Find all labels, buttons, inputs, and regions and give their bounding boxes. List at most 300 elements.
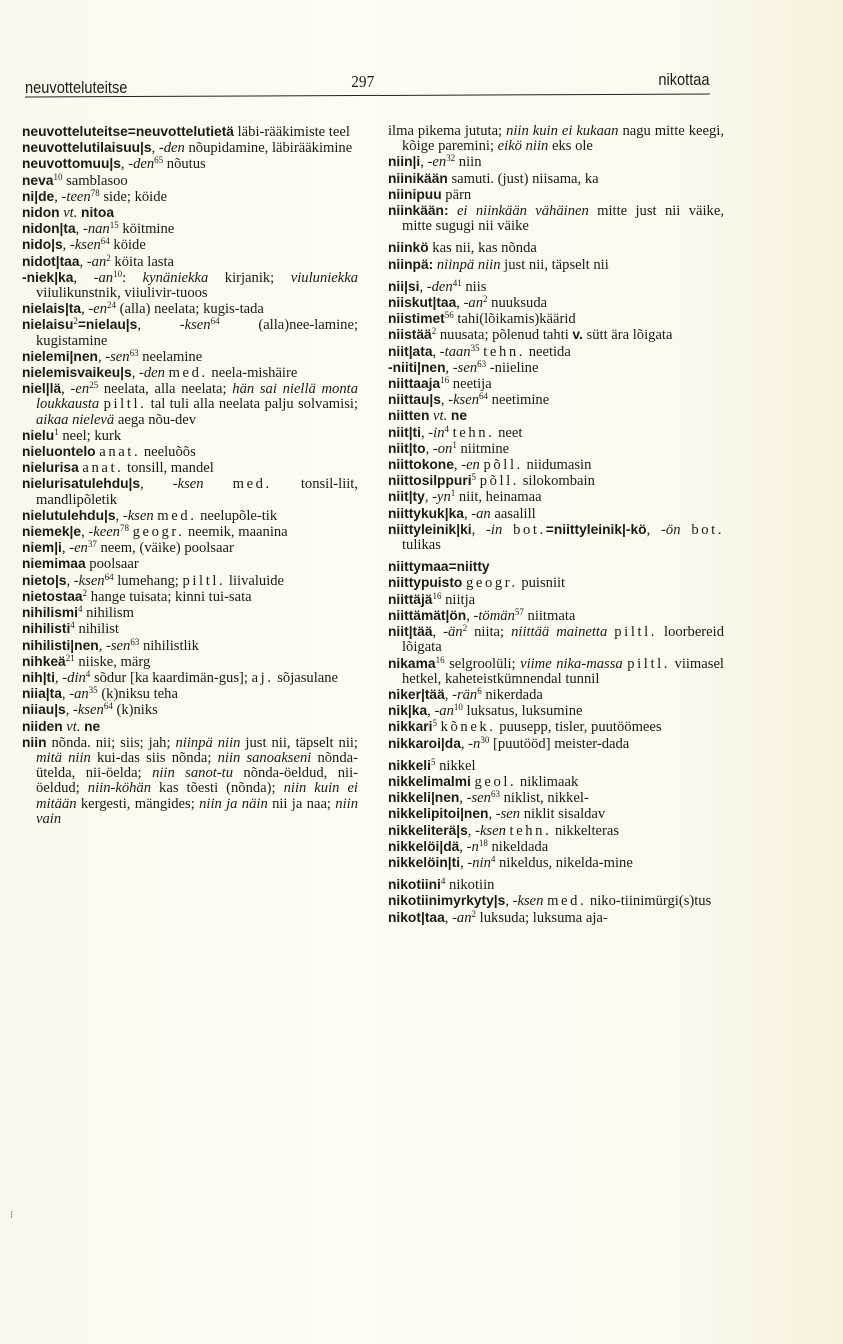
dictionary-entry xyxy=(388,203,724,234)
headword: niittypuisto xyxy=(388,575,463,591)
italic-text: viuluniekka xyxy=(290,269,359,286)
gloss-text: , xyxy=(466,607,474,624)
dictionary-entry xyxy=(388,360,724,376)
gloss-text: silokombain xyxy=(519,473,595,490)
headword: ne xyxy=(450,408,467,424)
inflection-class: 2 xyxy=(471,908,477,919)
gloss-text: neetida xyxy=(525,343,571,360)
dictionary-entry xyxy=(388,489,724,505)
dictionary-entry xyxy=(22,476,358,507)
inflection-class: 4 xyxy=(85,668,91,679)
headword: niittau|s xyxy=(388,392,441,408)
gloss-text: aasalill xyxy=(490,505,536,522)
inflection-class: 10 xyxy=(453,702,463,713)
dictionary-entry xyxy=(22,205,358,221)
headword: nik|ka xyxy=(388,703,428,719)
headword: nikkelimalmi xyxy=(388,773,471,789)
italic-text: aikaa nielevä xyxy=(36,411,115,428)
inflection-class: 2 xyxy=(106,252,111,263)
inflection-class: 32 xyxy=(446,153,456,164)
gloss-text: , xyxy=(81,301,89,318)
usage-label: piltl. xyxy=(627,655,670,672)
gloss-text: , xyxy=(98,637,106,654)
italic-text: -ksen xyxy=(122,507,154,524)
italic-text: -sen xyxy=(495,806,521,823)
gloss-text: hange tuisata; kinni tui-sata xyxy=(87,588,252,605)
headword: nitoa xyxy=(81,205,115,221)
headword: niittäjä xyxy=(388,591,433,607)
dictionary-entry xyxy=(22,365,358,381)
headword: nikotiini xyxy=(388,877,441,893)
italic-text: vt. xyxy=(433,408,448,425)
usage-label: põll. xyxy=(479,473,520,490)
dictionary-entry xyxy=(22,670,358,686)
italic-text: -tömän xyxy=(473,607,515,624)
dictionary-entry xyxy=(388,425,724,441)
italic-text: hän sai niellä monta loukkausta xyxy=(36,381,359,413)
dictionary-entry xyxy=(388,592,724,608)
dictionary-entry xyxy=(388,171,724,187)
headword: niistää xyxy=(388,327,432,343)
gloss-text: sõdur [ka kaardimän-gus]; xyxy=(90,669,252,686)
italic-text: niin vain xyxy=(36,795,358,827)
italic-text: -en xyxy=(70,381,90,398)
inflection-class: 1 xyxy=(450,488,456,499)
gloss-text: , xyxy=(456,295,464,312)
italic-text: -n xyxy=(466,838,479,855)
gloss-text: , xyxy=(120,156,129,173)
italic-text: -an xyxy=(69,686,89,703)
inflection-class: 35 xyxy=(88,685,98,696)
italic-text: niin sanot-tu xyxy=(152,765,234,782)
gloss-text: nihilist xyxy=(74,621,119,638)
dictionary-entry xyxy=(388,279,724,295)
gloss-text: nuuksuda xyxy=(487,295,548,312)
inflection-class: 24 xyxy=(107,300,117,311)
inflection-class: 25 xyxy=(89,380,99,391)
gloss-text: loorbereid lõigata xyxy=(402,624,724,656)
usage-label: med. xyxy=(232,476,272,493)
inflection-class: 41 xyxy=(452,277,462,288)
inflection-class: 64 xyxy=(103,701,113,712)
headword: nielemi|nen xyxy=(22,348,98,364)
headword: nikkelöin|ti xyxy=(388,854,461,870)
dictionary-entry xyxy=(22,719,358,735)
gloss-text: , xyxy=(61,381,71,398)
italic-text: -ksen xyxy=(73,572,105,589)
dictionary-entry xyxy=(388,877,724,893)
headword: niemimaa xyxy=(22,556,86,572)
italic-text: -taan xyxy=(439,343,471,360)
gloss-text: pärn xyxy=(441,186,472,203)
usage-label: piltl. xyxy=(103,396,147,413)
gloss-text: neeluõõs xyxy=(140,444,196,461)
dictionary-entry xyxy=(22,189,358,205)
headword: nikkeli|nen xyxy=(388,790,460,806)
dictionary-entry xyxy=(22,638,358,654)
gloss-text: niin xyxy=(455,154,482,171)
headword: neva xyxy=(22,172,54,188)
inflection-class: 63 xyxy=(130,636,140,647)
dictionary-entry xyxy=(22,573,358,589)
gloss-text: : xyxy=(122,269,143,286)
gloss-text: tahi(lõikamis)käärid xyxy=(453,311,576,328)
headword: =nielau|s xyxy=(77,317,138,333)
headword: nidon|ta xyxy=(22,221,76,237)
headword: v. xyxy=(572,327,583,343)
right-guide-word: nikottaa xyxy=(658,70,710,89)
gloss-text: tonsil-liit, mandlipõletik xyxy=(36,476,359,508)
gloss-text: , xyxy=(425,440,433,457)
usage-label: tehn. xyxy=(483,343,526,360)
dictionary-entry xyxy=(388,893,724,909)
gloss-text: neelata, alla neelata; xyxy=(98,381,233,398)
headword: niinkään: xyxy=(388,203,449,219)
gloss-text: neetija xyxy=(449,376,492,393)
inflection-class: 4 xyxy=(490,853,496,864)
gloss-text: puisniit xyxy=(517,575,566,592)
dictionary-entry xyxy=(388,522,724,553)
gloss-text: nuusata; põlenud tahti xyxy=(436,327,573,344)
dictionary-entry xyxy=(388,687,724,703)
dictionary-entry xyxy=(388,187,724,203)
gloss-text: , xyxy=(463,505,472,522)
dictionary-entry xyxy=(388,736,724,752)
gloss-text: , xyxy=(505,893,513,910)
gloss-text: tonsill, mandel xyxy=(123,460,214,477)
headword: nielu xyxy=(22,427,55,443)
italic-text: ei niinkään vähäinen xyxy=(456,203,589,220)
inflection-class: 64 xyxy=(479,391,489,402)
headword: nii|si xyxy=(388,278,420,294)
dictionary-entry xyxy=(388,719,724,735)
inflection-class: 5 xyxy=(471,472,477,483)
inflection-class: 37 xyxy=(87,539,97,550)
gloss-text: viimasel hetkel, kaheteistkümnendal tunnil xyxy=(402,655,724,687)
gloss-text: , xyxy=(75,221,83,238)
gloss-text: läbi-rääkimiste teel xyxy=(233,124,350,140)
dictionary-entry xyxy=(22,654,358,670)
usage-label: med. xyxy=(157,507,197,524)
dictionary-entry xyxy=(388,344,724,360)
gloss-text: , xyxy=(467,822,476,839)
headword: niittykuk|ka xyxy=(388,505,464,521)
dictionary-entry xyxy=(388,327,724,343)
dictionary-entry xyxy=(388,408,724,424)
dictionary-entry xyxy=(388,559,724,575)
dictionary-entry xyxy=(388,311,724,327)
dictionary-entry xyxy=(22,317,358,348)
italic-text: -ksen xyxy=(475,822,506,839)
dictionary-entry xyxy=(22,460,358,476)
gloss-text: (alla) neelata; kugis-tada xyxy=(116,301,264,318)
italic-text: niin sanoakseni xyxy=(217,749,312,766)
headword: nikama xyxy=(388,655,436,671)
italic-text: -ksen xyxy=(73,702,104,719)
gloss-text: niiske, märg xyxy=(74,653,151,670)
headword: -niiti|nen xyxy=(388,359,446,375)
page-number: 297 xyxy=(351,72,375,91)
inflection-class: 2 xyxy=(82,587,88,598)
dictionary-entry xyxy=(22,173,358,189)
gloss-text: neet xyxy=(494,424,523,441)
gloss-text: niitmine xyxy=(456,440,510,457)
inflection-class: 2 xyxy=(73,316,78,327)
gloss-text: , xyxy=(427,703,435,720)
gloss-text: neem, (väike) poolsaar xyxy=(96,540,234,557)
gloss-text: puusepp, tisler, puutöömees xyxy=(495,719,662,736)
gloss-text: just nii, täpselt nii xyxy=(500,256,609,273)
italic-text: -in xyxy=(428,424,445,441)
headword: nielurisatulehdu|s xyxy=(22,476,141,492)
gloss-text: kas nii, kas nõnda xyxy=(428,240,537,257)
gloss-text: , xyxy=(459,790,467,807)
headword: niittämät|ön xyxy=(388,607,467,623)
headword: niittyleinik|ki xyxy=(388,521,472,537)
dictionary-entry xyxy=(22,156,358,172)
gloss-text: , xyxy=(420,424,429,441)
gloss-text: , xyxy=(140,476,173,493)
usage-label: kõnek. xyxy=(440,719,496,736)
usage-label: geogr. xyxy=(132,524,185,541)
right-column xyxy=(388,124,724,926)
italic-text: -keen xyxy=(88,524,120,541)
gloss-text: , xyxy=(54,188,62,205)
italic-text: vt. xyxy=(66,718,81,735)
italic-text: mitä niin xyxy=(36,749,91,766)
italic-text: niittää mainetta xyxy=(511,624,608,641)
dictionary-entry xyxy=(388,376,724,392)
italic-text: -sen xyxy=(105,348,130,365)
dictionary-entry xyxy=(388,575,724,591)
inflection-class: 1 xyxy=(452,439,457,450)
dictionary-entry xyxy=(22,254,358,270)
dictionary-entry xyxy=(22,428,358,444)
gloss-text: , xyxy=(151,140,159,157)
italic-text: -ksen xyxy=(179,317,211,334)
inflection-class: 6 xyxy=(477,685,482,696)
dictionary-entry xyxy=(388,295,724,311)
dictionary-entry xyxy=(388,257,724,273)
gloss-text: (alla)nee-lamine; kugistamine xyxy=(36,317,358,349)
italic-text: -din xyxy=(62,669,86,686)
italic-text: -in xyxy=(486,521,503,538)
italic-text: -sen xyxy=(466,790,491,807)
dictionary-entry xyxy=(22,540,358,556)
headword: niel|lä xyxy=(22,381,62,397)
gloss-text: mitte just nii väike, mitte sugugi nii väike xyxy=(402,203,724,235)
gloss-text: side; köide xyxy=(99,188,167,205)
headword: niistimet xyxy=(388,311,445,327)
gloss-text: , xyxy=(453,457,462,474)
gloss-text: nõnda-öeldud, nii-öeldud; xyxy=(36,765,358,797)
italic-text: -sen xyxy=(105,637,131,654)
gloss-text: , xyxy=(420,154,428,171)
gloss-text: nikotiin xyxy=(445,877,495,894)
gloss-text: niitja xyxy=(441,591,476,608)
headword: niiskut|taa xyxy=(388,295,457,311)
headword: niinikään xyxy=(388,170,448,186)
headword: niit|ty xyxy=(388,489,425,505)
italic-text: -on xyxy=(432,440,453,457)
gloss-text: niitmata xyxy=(523,607,576,624)
dictionary-entry xyxy=(388,608,724,624)
gloss-text: samblasoo xyxy=(62,172,128,189)
headword: niit|to xyxy=(388,440,426,456)
gloss-text: niklimaak xyxy=(516,773,579,790)
gloss-text: , xyxy=(460,735,469,752)
usage-label: piltl. xyxy=(182,572,226,589)
dictionary-entry xyxy=(388,392,724,408)
headword: nihilismi xyxy=(22,605,78,621)
inflection-class: 4 xyxy=(440,876,446,887)
gloss-text: , xyxy=(81,524,89,541)
headword: niinkö xyxy=(388,240,429,256)
gloss-text: niis xyxy=(461,278,487,295)
headword: niittaaja xyxy=(388,376,441,392)
dictionary-entry xyxy=(388,806,724,822)
gloss-text: , xyxy=(65,702,74,719)
dictionary-entry xyxy=(22,702,358,718)
dictionary-entry xyxy=(388,703,724,719)
gloss-text: , xyxy=(432,624,444,641)
italic-text: niin-köhän xyxy=(87,780,152,797)
gloss-text: kergesti, mängides; xyxy=(76,795,200,812)
inflection-class: 16 xyxy=(432,590,442,601)
usage-label: bot. xyxy=(691,521,725,538)
dictionary-entry xyxy=(22,735,358,827)
gloss-text: kas tõesti (nõnda); xyxy=(151,780,284,797)
gloss-text: lumehang; xyxy=(113,572,183,589)
gloss-text: ilma pikema jututa; xyxy=(388,123,507,139)
headword: nieluontelo xyxy=(22,444,96,460)
gloss-text: , xyxy=(54,669,63,686)
dictionary-entry xyxy=(388,124,724,154)
italic-text: -en xyxy=(427,154,447,171)
headword: nikotiinimyrkyty|s xyxy=(388,893,506,909)
usage-label: med. xyxy=(547,893,587,910)
gloss-text: niko-tiinimürgi(s)tus xyxy=(586,893,712,910)
italic-text: -ksen xyxy=(69,237,101,254)
headword: nikkeli xyxy=(388,757,431,773)
gloss-text: selgroolüli; xyxy=(444,655,521,672)
gloss-text: nõnda-ütelda, nii-öelda; xyxy=(36,749,358,782)
italic-text: -sen xyxy=(452,359,478,376)
gloss-text: köitmine xyxy=(118,221,175,238)
gloss-text: , xyxy=(62,237,70,254)
italic-text: niin ja näin xyxy=(199,795,268,812)
gloss-text: köita lasta xyxy=(110,253,175,270)
dictionary-entry xyxy=(388,910,724,926)
gloss-text: , xyxy=(459,838,467,855)
headword: nihilisti xyxy=(22,621,71,637)
dictionary-entry xyxy=(388,839,724,855)
dictionary-entry xyxy=(388,855,724,871)
dictionary-entry xyxy=(388,506,724,522)
gloss-text: aega nõu-dev xyxy=(114,411,197,428)
gloss-text: nii ja naa; xyxy=(267,795,336,812)
gloss-text: neemik, maanina xyxy=(184,524,288,541)
headword: nidon xyxy=(22,205,60,221)
gloss-text: neela-mishäire xyxy=(207,365,298,382)
dictionary-entry xyxy=(22,589,358,605)
headword: nihilisti|nen xyxy=(22,637,99,653)
inflection-class: 64 xyxy=(104,571,114,582)
gloss-text xyxy=(681,522,692,538)
inflection-class: 21 xyxy=(65,652,75,663)
headword: nihkeä xyxy=(22,653,66,669)
gloss-text: luksuda; luksuma aja- xyxy=(476,909,608,926)
inflection-class: 30 xyxy=(480,734,490,745)
dictionary-entry xyxy=(388,240,724,256)
italic-text: viime nika-massa xyxy=(520,655,623,672)
gloss-text: samuti. (just) niisama, ka xyxy=(447,170,599,187)
gloss-text: nikeldada xyxy=(487,838,549,855)
italic-text: -den xyxy=(426,278,453,295)
gloss-text: nihilism xyxy=(82,605,134,622)
italic-text: -an xyxy=(463,295,484,312)
gloss-text xyxy=(204,476,233,492)
gloss-text: , xyxy=(137,317,180,334)
italic-text: -an xyxy=(452,909,472,926)
gloss-text: , xyxy=(73,269,94,286)
gloss-text: kirjanik; xyxy=(208,269,291,286)
gloss-text: eks ole xyxy=(548,138,593,155)
headword: niittymaa=niitty xyxy=(388,559,490,575)
inflection-class: 5 xyxy=(430,756,436,767)
headword: niit|ti xyxy=(388,424,421,440)
italic-text: -an xyxy=(86,253,107,270)
headword: =niittyleinik|-kö xyxy=(545,521,647,537)
usage-label: anat. xyxy=(99,444,141,461)
gloss-text: , xyxy=(79,253,87,270)
inflection-class: 4 xyxy=(70,620,75,631)
gloss-text: , xyxy=(131,365,139,382)
dictionary-entry xyxy=(22,301,358,317)
gloss-text: nikkelteras xyxy=(551,822,620,839)
gloss-text: , xyxy=(115,507,123,524)
dictionary-entry xyxy=(388,624,724,655)
italic-text: -ksen xyxy=(512,893,544,910)
headword: neuvotteluteitse=neuvottelutietä xyxy=(22,124,234,139)
gloss-text: , xyxy=(444,686,453,703)
gloss-text: , xyxy=(471,521,487,538)
gloss-text: -niieline xyxy=(486,359,539,376)
inflection-class: 10 xyxy=(53,171,63,182)
dictionary-entry xyxy=(388,790,724,806)
dictionary-entry xyxy=(388,774,724,790)
inflection-class: 63 xyxy=(490,789,500,800)
dictionary-entry xyxy=(22,381,358,428)
gloss-text: , xyxy=(61,686,70,703)
headword: niit|tää xyxy=(388,624,433,640)
inflection-class: 4 xyxy=(77,604,83,615)
italic-text: -an xyxy=(93,269,114,286)
headword: niemek|e xyxy=(22,524,82,540)
headword: nielaisu xyxy=(22,317,74,333)
dictionary-entry xyxy=(388,656,724,687)
gloss-text: viiulikunstnik, viiulivir-tuoos xyxy=(36,285,208,302)
inflection-class: 4 xyxy=(444,423,449,434)
italic-text: -den xyxy=(158,140,185,157)
headword: niker|tää xyxy=(388,686,445,702)
dictionary-entry xyxy=(22,349,358,365)
italic-text: -ön xyxy=(661,521,681,538)
gloss-text: kui-das siis nõnda; xyxy=(90,749,218,766)
italic-text: niinpä niin xyxy=(175,734,241,751)
inflection-class: 16 xyxy=(435,654,445,665)
dictionary-entry xyxy=(388,441,724,457)
